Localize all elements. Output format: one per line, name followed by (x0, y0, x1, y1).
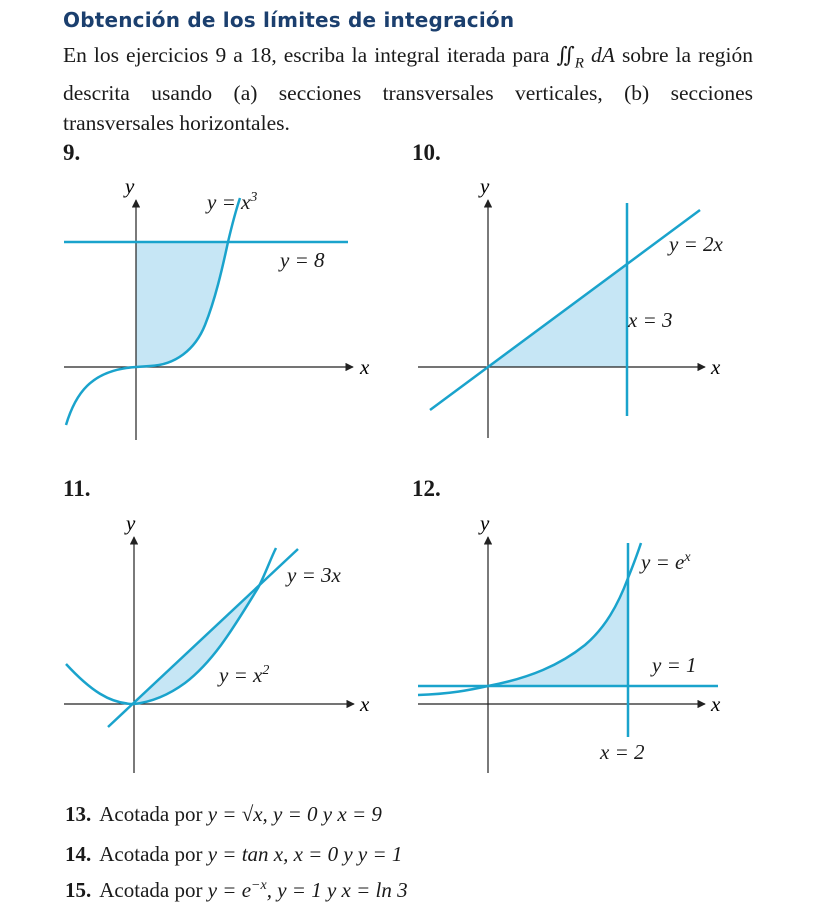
exercise-14-number: 14. (65, 842, 92, 866)
fig12-label-y1: y = 1 (652, 653, 697, 677)
exercise-13-number: 13. (65, 802, 92, 826)
exercise-15-exp: −x (251, 878, 267, 893)
figure-9-number: 9. (63, 140, 81, 165)
intro-part1: En los ejercicios 9 a 18, escriba la integral iterada para (63, 43, 550, 67)
fig10-label-2x: y = 2x (669, 232, 723, 256)
fig10-label-x3: x = 3 (628, 308, 673, 332)
figure-12-number: 12. (412, 476, 441, 501)
section-title: Obtención de los límites de integración (63, 8, 515, 32)
fig11-label-parabola: $y = x^2$ (219, 663, 270, 687)
exercise-14-math: y = tan x, x = 0 y y = 1 (207, 842, 403, 866)
intro-part2: sobre la región descrita usando (a) secciones transversales verticales, (b) secciones transversales horizontales. (63, 43, 754, 136)
exercise-15 (65, 878, 408, 903)
fig12-exp-exp: x (684, 550, 691, 565)
exercise-15-number: 15. (65, 878, 92, 902)
fig9-x-axis-label: x (360, 355, 370, 379)
fig9-label-y8: y = 8 (280, 248, 325, 272)
integral-symbol: ∬ (556, 43, 575, 67)
fig11-label-3x: y = 3x (287, 563, 341, 587)
fig9-label-cubic: $y = x^3$ (207, 190, 258, 214)
exercise-13 (65, 802, 382, 827)
figure-11-number: 11. (63, 476, 91, 501)
integral-tail: dA (591, 43, 615, 67)
fig12-x-axis-label: x (711, 692, 721, 716)
fig9-y-axis-label: y (125, 174, 135, 198)
fig12-y-axis-label: y (480, 511, 490, 535)
fig10-x-axis-label: x (711, 355, 721, 379)
fig10-y-axis-label: y (480, 174, 490, 198)
exercise-13-math: y = √x, y = 0 y x = 9 (207, 802, 382, 826)
fig9-cubic-exp: 3 (250, 190, 258, 205)
exercise-15-lead: Acotada por (99, 878, 203, 902)
fig11-x-axis-label: x (360, 692, 370, 716)
fig11-y-axis-label: y (126, 511, 136, 535)
exercise-14 (65, 842, 402, 867)
fig12-label-exp: $y = e^x$ (641, 550, 691, 574)
fig12-shaded-region (488, 578, 628, 686)
integral-subscript: R (574, 55, 584, 72)
fig12-label-x2: x = 2 (600, 740, 645, 764)
exercise-15-math: $y = e^{-x}$, y = 1 y x = ln 3 (207, 878, 408, 902)
exercise-14-lead: Acotada por (99, 842, 203, 866)
figure-10-number: 10. (412, 140, 441, 165)
exercise-13-lead: Acotada por (99, 802, 203, 826)
fig11-parabola-exp: 2 (262, 663, 270, 678)
